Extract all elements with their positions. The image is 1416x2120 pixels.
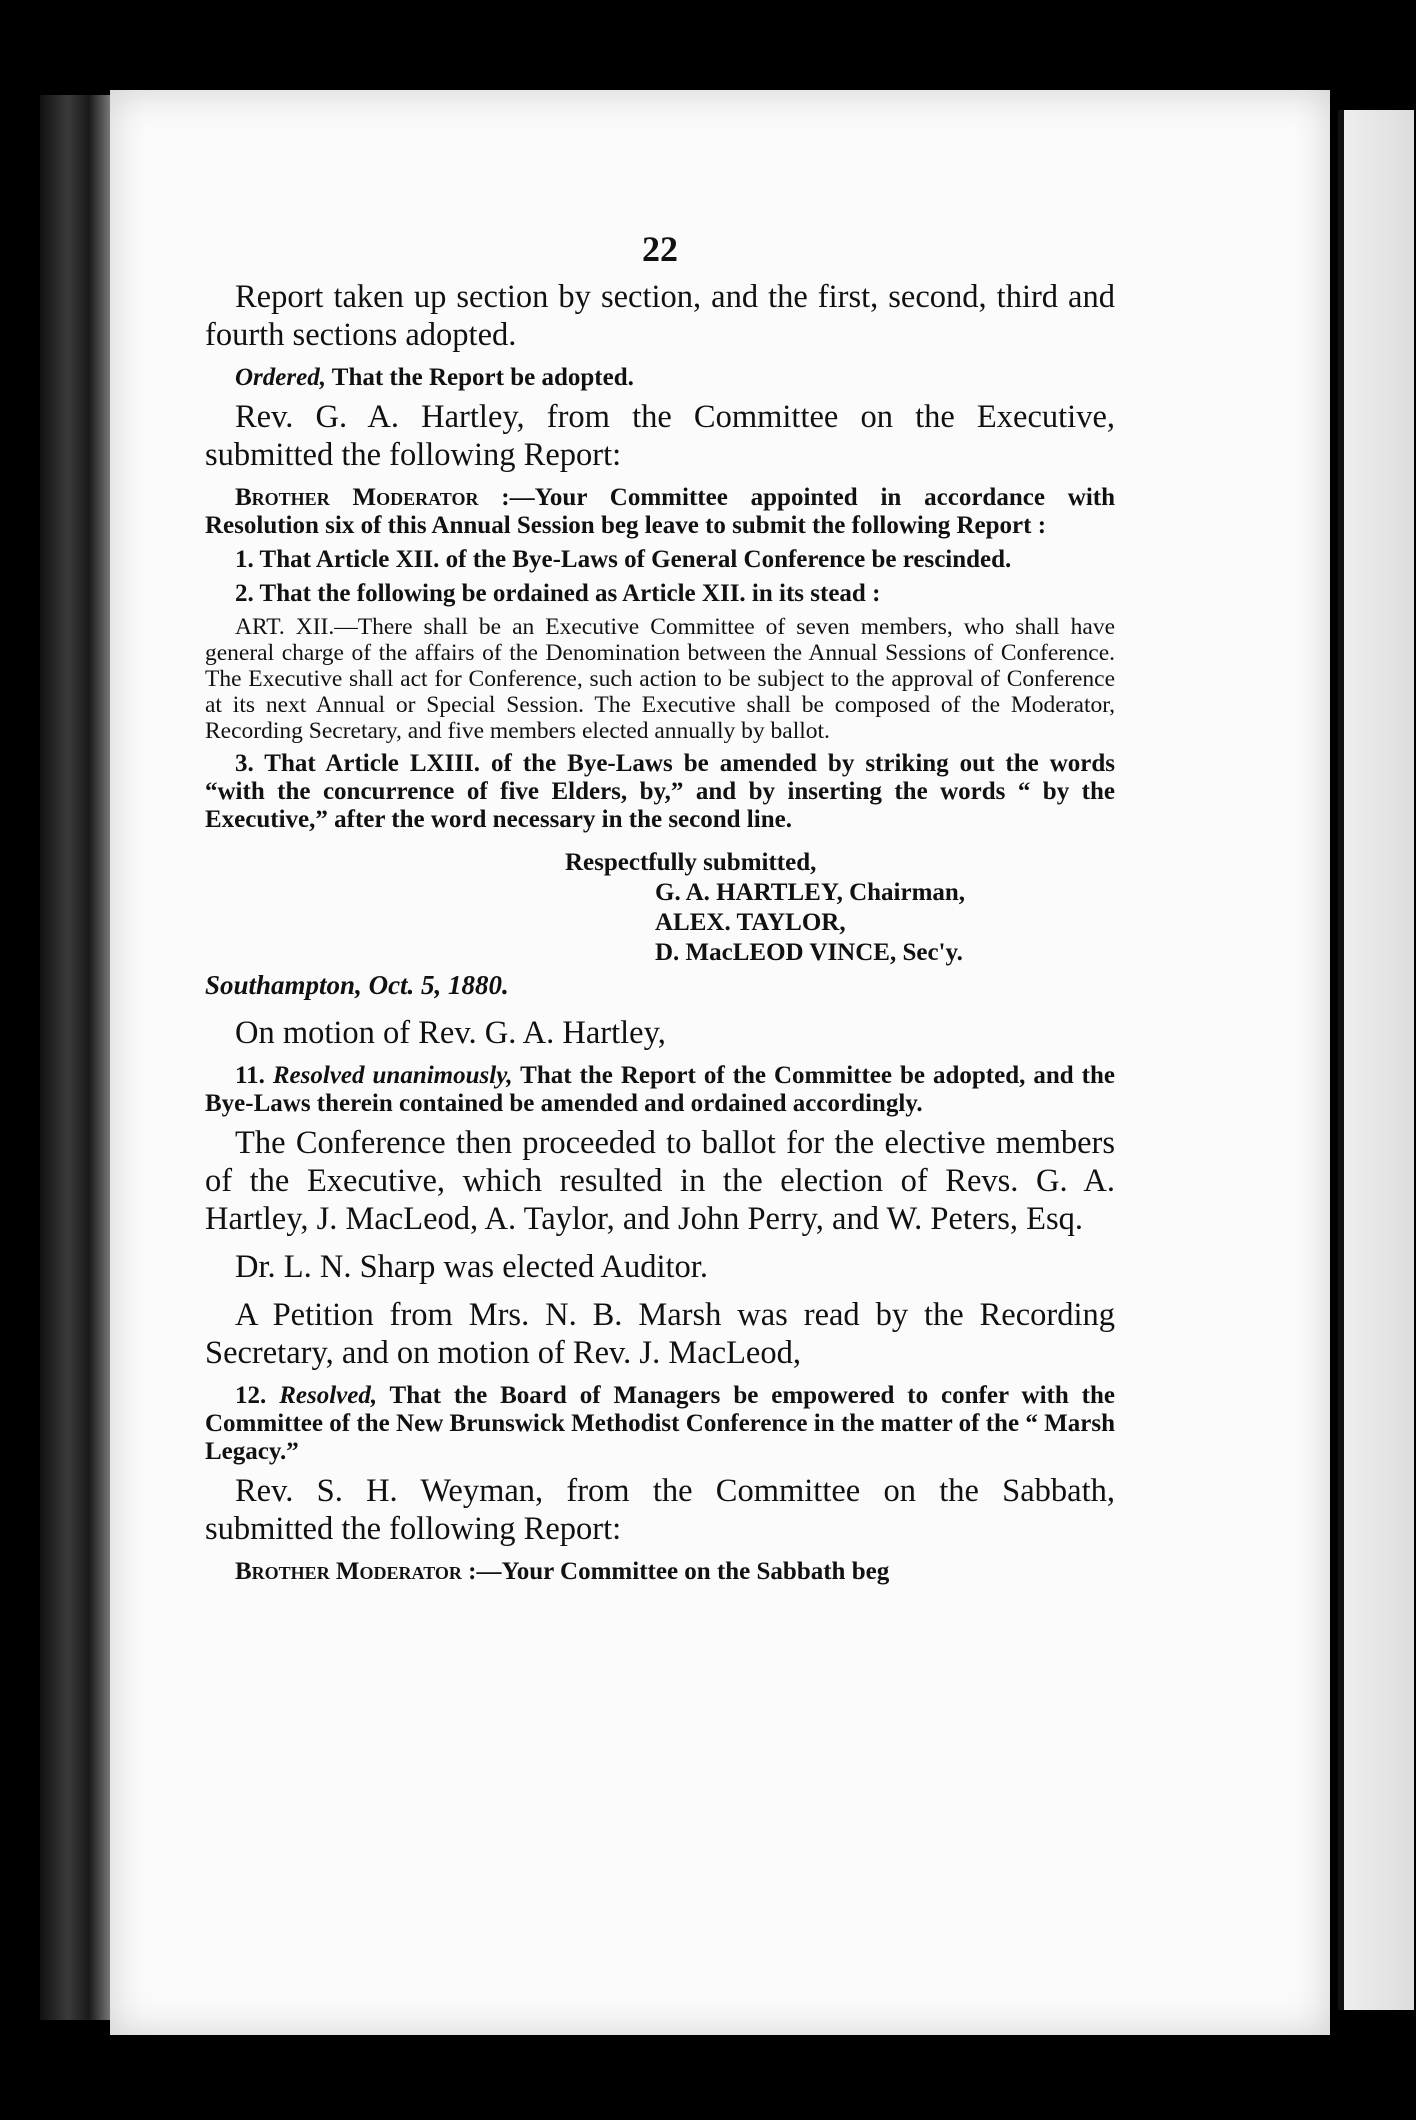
paragraph-hartley-report: Rev. G. A. Hartley, from the Committee on the Executive, submitted the following Report:	[205, 399, 1115, 473]
item-1: 1. That Article XII. of the Bye-Laws of General Conference be rescinded.	[235, 546, 1012, 573]
paragraph-sabbath-report	[205, 1558, 1115, 1586]
resolution-lead: Resolved,	[279, 1382, 378, 1409]
page-body	[205, 228, 1115, 1592]
signature-hartley: G. A. HARTLEY, Chairman,	[655, 879, 966, 906]
salutation: Brother Moderator :	[235, 1558, 477, 1585]
item-2: 2. That the following be ordained as Article XII. in its stead :	[235, 580, 881, 607]
ordered-text: That the Report be adopted.	[325, 364, 634, 391]
signature-vince: D. MacLEOD VINCE, Sec'y.	[655, 939, 963, 966]
book-binding-edge	[40, 95, 110, 2020]
paragraph-ordered	[205, 364, 1115, 392]
salutation-text: —Your Committee appointed in accordance with Resolution six of this Annual Session beg leave to submit the following Report :	[205, 484, 1115, 539]
paragraph-report-sections: Report taken up section by section, and the first, second, third and fourth sections adopted.	[205, 279, 1115, 353]
paragraph-auditor: Dr. L. N. Sharp was elected Auditor.	[235, 1249, 708, 1285]
resolution-text: That the Report of the Committee be adopted, and the Bye-Laws therein contained be amended and ordained accordingly.	[205, 1062, 1115, 1117]
resolution-lead: Resolved unanimously,	[272, 1062, 513, 1089]
salutation: Brother Moderator :	[235, 484, 510, 511]
paragraph-ballot: The Conference then proceeded to ballot for the elective members of the Executive, which resulted in the election of Revs. G. A. Hartley, J. MacLeod, A. Taylor, and John Perry, and W. Peters, Esq.	[205, 1125, 1115, 1237]
resolution-number: 11.	[235, 1062, 265, 1089]
paragraph-brother-moderator	[205, 484, 1115, 540]
paragraph-petition: A Petition from Mrs. N. B. Marsh was read by the Recording Secretary, and on motion of Rev. J. MacLeod,	[205, 1297, 1115, 1371]
resolution-number: 12.	[235, 1382, 267, 1409]
resolution-11	[205, 1062, 1115, 1118]
resolution-text: That the Board of Managers be empowered to confer with the Committee of the New Brunswick Methodist Conference in the matter of the “ Marsh Legacy.”	[205, 1382, 1116, 1465]
signature-closing: Respectfully submitted,	[565, 849, 817, 876]
signature-block	[205, 848, 1115, 968]
signature-taylor: ALEX. TAYLOR,	[655, 909, 846, 936]
facing-page-edge	[1338, 110, 1414, 2010]
paragraph-weyman: Rev. S. H. Weyman, from the Committee on the Sabbath, submitted the following Report:	[205, 1473, 1115, 1547]
item-3: 3. That Article LXIII. of the Bye-Laws be amended by striking out the words “with the concurrence of five Elders, by,” and by inserting the words “ by the Executive,” after the word necessary in the second line.	[205, 750, 1115, 833]
resolution-12	[205, 1382, 1115, 1466]
salutation-text: —Your Committee on the Sabbath beg	[476, 1558, 890, 1585]
dateline: Southampton, Oct. 5, 1880.	[205, 970, 509, 1000]
page-number: 22	[642, 229, 678, 269]
ordered-lead: Ordered,	[235, 364, 326, 391]
article-xii-text: ART. XII.—There shall be an Executive Committee of seven members, who shall have general charge of the affairs of the Denomination between the Annual Sessions of Conference. The Executive shall act for Conference, such action to be subject to the approval of Conference at its next Annual or Special Session. The Executive shall be composed of the Moderator, Recording Secretary, and five members elected annually by ballot.	[205, 614, 1115, 744]
paragraph-on-motion: On motion of Rev. G. A. Hartley,	[235, 1015, 666, 1051]
